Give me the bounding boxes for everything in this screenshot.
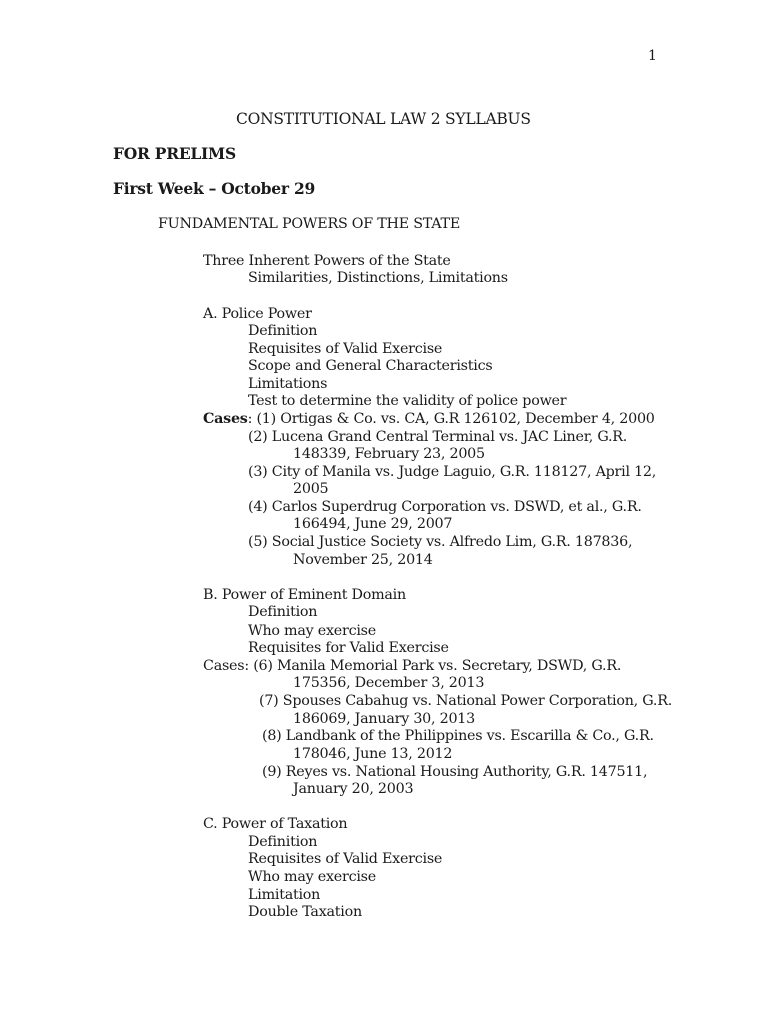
police-power-heading: A. Police Power (203, 306, 312, 322)
intro-heading: Three Inherent Powers of the State (203, 253, 451, 269)
police-item: Test to determine the validity of police power (248, 393, 567, 409)
case-entry: Cases: (6) Manila Memorial Park vs. Secretary, DSWD, G.R. (203, 658, 622, 674)
taxation-item: Who may exercise (248, 869, 376, 885)
week-heading: First Week – October 29 (113, 179, 316, 198)
case-entry: (3) City of Manila vs. Judge Laguio, G.R. 118127, April 12, (248, 464, 657, 480)
taxation-heading: C. Power of Taxation (203, 816, 348, 832)
document-title: CONSTITUTIONAL LAW 2 SYLLABUS (236, 110, 531, 128)
taxation-item: Limitation (248, 887, 321, 903)
eminent-domain-heading: B. Power of Eminent Domain (203, 587, 406, 603)
taxation-item: Definition (248, 834, 318, 850)
police-item: Scope and General Characteristics (248, 358, 493, 374)
term-heading: FOR PRELIMS (113, 144, 236, 163)
topic-heading: FUNDAMENTAL POWERS OF THE STATE (158, 216, 461, 232)
cases-label: Cases (203, 411, 248, 427)
case-entry: (8) Landbank of the Philippines vs. Escarilla & Co., G.R. (262, 728, 654, 744)
page-number: 1 (648, 48, 657, 64)
case-entry-cont: January 20, 2003 (293, 781, 414, 797)
case-entry-cont: 148339, February 23, 2005 (293, 446, 485, 462)
taxation-item: Requisites of Valid Exercise (248, 851, 443, 867)
case-entry: (2) Lucena Grand Central Terminal vs. JAC Liner, G.R. (248, 429, 628, 445)
taxation-item: Double Taxation (248, 904, 362, 920)
case-entry-cont: November 25, 2014 (293, 552, 433, 568)
case-entry: (5) Social Justice Society vs. Alfredo Lim, G.R. 187836, (248, 534, 633, 550)
case-entry: (4) Carlos Superdrug Corporation vs. DSWD, et al., G.R. (248, 499, 642, 515)
case-entry-cont: 186069, January 30, 2013 (293, 711, 475, 727)
eminent-item: Who may exercise (248, 623, 376, 639)
case-entry: (9) Reyes vs. National Housing Authority, G.R. 147511, (262, 764, 648, 780)
intro-subtopics: Similarities, Distinctions, Limitations (248, 270, 508, 286)
police-item: Limitations (248, 376, 328, 392)
police-cases-line (203, 410, 655, 428)
case-entry-cont: 166494, June 29, 2007 (293, 516, 453, 532)
case-entry-cont: 2005 (293, 481, 329, 497)
case-entry-cont: 175356, December 3, 2013 (293, 675, 485, 691)
eminent-item: Requisites for Valid Exercise (248, 640, 449, 656)
case-entry: (7) Spouses Cabahug vs. National Power Corporation, G.R. (259, 693, 673, 709)
case-entry: : (1) Ortigas & Co. vs. CA, G.R 126102, December 4, 2000 (247, 411, 655, 427)
police-item: Definition (248, 323, 318, 339)
eminent-item: Definition (248, 604, 318, 620)
case-entry-cont: 178046, June 13, 2012 (293, 746, 453, 762)
police-item: Requisites of Valid Exercise (248, 341, 443, 357)
